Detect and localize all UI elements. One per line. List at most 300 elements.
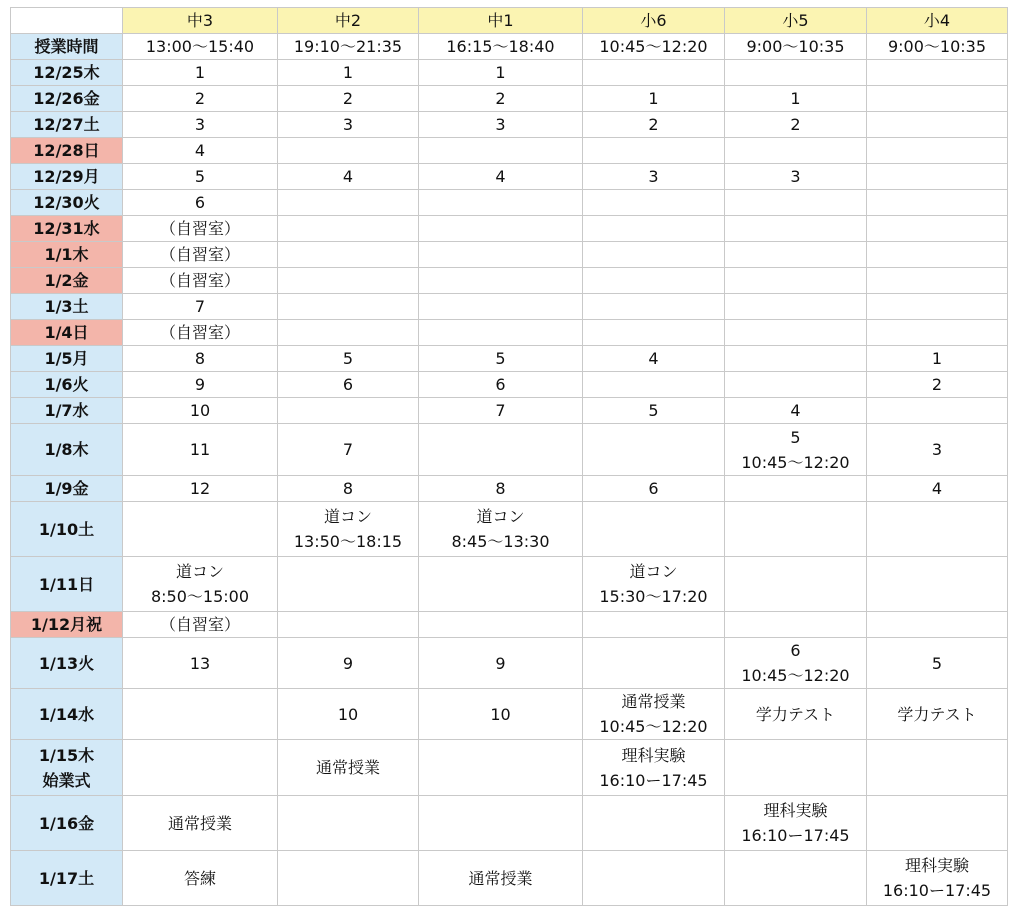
schedule-cell (725, 424, 867, 476)
schedule-cell (583, 398, 725, 424)
schedule-cell (867, 112, 1008, 138)
cell-text: 2 (194, 89, 206, 108)
schedule-row (11, 294, 1008, 320)
schedule-cell (278, 216, 419, 242)
date-label: 12/30火 (33, 193, 100, 212)
schedule-cell (725, 268, 867, 294)
date-label: 1/3土 (44, 297, 89, 316)
schedule-cell (123, 612, 278, 638)
cell-text: 3 (790, 167, 801, 186)
cell-text: 9 (194, 375, 206, 394)
cell-text: 答練 (183, 868, 216, 888)
date-label: 1/8木 (44, 440, 89, 459)
schedule-cell (583, 164, 725, 190)
cell-text: 1 (342, 63, 354, 82)
cell-text: 5 (495, 349, 506, 368)
date-label: 1/17土 (38, 868, 95, 888)
schedule-cell (278, 372, 419, 398)
schedule-cell (725, 294, 867, 320)
cell-text: 道コン (629, 562, 678, 581)
cell-text: 2 (342, 89, 354, 108)
schedule-cell (278, 138, 419, 164)
cell-text: 13 (189, 653, 211, 673)
schedule-cell (278, 268, 419, 294)
cell-text: （自習室） (159, 271, 240, 290)
cell-text: 1 (931, 349, 943, 368)
grade-header: 小4 (867, 8, 1008, 34)
cell-text: 4 (342, 167, 354, 186)
schedule-cell (278, 242, 419, 268)
schedule-cell (419, 372, 583, 398)
schedule-cell (419, 112, 583, 138)
cell-text: 12 (189, 479, 211, 498)
schedule-cell (583, 60, 725, 86)
schedule-row (11, 138, 1008, 164)
schedule-cell (583, 740, 725, 796)
schedule-row (11, 86, 1008, 112)
cell-text: 2 (648, 115, 659, 134)
cell-text: （自習室） (159, 245, 240, 264)
schedule-cell (725, 216, 867, 242)
schedule-cell (278, 398, 419, 424)
date-cell-holiday (11, 320, 123, 346)
schedule-cell (725, 346, 867, 372)
schedule-cell (867, 86, 1008, 112)
schedule-cell (123, 796, 278, 851)
schedule-row (11, 242, 1008, 268)
schedule-cell (583, 557, 725, 612)
schedule-cell (278, 294, 419, 320)
class-time-row (11, 34, 1008, 60)
schedule-cell (725, 372, 867, 398)
schedule-cell (583, 851, 725, 906)
schedule-cell (583, 638, 725, 689)
date-label: 12/29月 (33, 167, 100, 186)
cell-text: 理科実験 (621, 745, 686, 765)
schedule-cell (725, 638, 867, 689)
date-cell (11, 398, 123, 424)
cell-text: 5 (648, 401, 659, 420)
schedule-row (11, 164, 1008, 190)
schedule-row (11, 851, 1008, 906)
schedule-row (11, 689, 1008, 740)
cell-text: 通常授業 (167, 813, 232, 833)
schedule-cell (867, 138, 1008, 164)
schedule-cell (867, 796, 1008, 851)
class-time-cell: 16:15〜18:40 (419, 34, 583, 60)
cell-text: 15:30〜17:20 (599, 587, 708, 606)
schedule-cell (123, 112, 278, 138)
cell-text: （自習室） (159, 615, 240, 634)
cell-text: 学力テスト (897, 704, 977, 724)
schedule-cell (419, 346, 583, 372)
schedule-cell (123, 372, 278, 398)
date-label: 12/25木 (33, 63, 100, 82)
schedule-cell (419, 294, 583, 320)
class-time-cell: 9:00〜10:35 (725, 34, 867, 60)
cell-text: 通常授業 (468, 868, 533, 888)
schedule-cell (123, 242, 278, 268)
schedule-cell (123, 851, 278, 906)
schedule-cell (725, 502, 867, 557)
class-time-cell: 19:10〜21:35 (278, 34, 419, 60)
schedule-cell (278, 164, 419, 190)
schedule-row (11, 216, 1008, 242)
date-label: 1/13火 (38, 653, 95, 673)
cell-text: 3 (648, 167, 659, 186)
date-cell (11, 190, 123, 216)
cell-text: 10 (490, 704, 511, 724)
schedule-cell (419, 216, 583, 242)
schedule-cell (583, 502, 725, 557)
date-cell (11, 689, 123, 740)
schedule-cell (419, 398, 583, 424)
cell-text: 通常授業 (315, 758, 380, 777)
schedule-cell (419, 689, 583, 740)
winter-schedule-table (10, 7, 1008, 906)
cell-text: 理科実験 (763, 801, 828, 820)
schedule-row (11, 557, 1008, 612)
cell-text: 7 (495, 401, 506, 420)
schedule-cell (867, 502, 1008, 557)
cell-text: 8 (194, 349, 206, 368)
cell-text: 7 (194, 297, 206, 316)
cell-text: 1 (495, 63, 506, 82)
schedule-cell (725, 112, 867, 138)
date-cell-holiday (11, 268, 123, 294)
cell-text: 4 (931, 479, 943, 498)
date-label: 12/31水 (33, 219, 100, 238)
schedule-cell (278, 557, 419, 612)
schedule-cell (123, 320, 278, 346)
schedule-cell (725, 398, 867, 424)
schedule-cell (123, 60, 278, 86)
date-label: 12/28日 (33, 141, 100, 160)
schedule-cell (583, 86, 725, 112)
schedule-cell (725, 740, 867, 796)
grade-header: 小6 (583, 8, 725, 34)
schedule-cell (123, 502, 278, 557)
date-label: 1/9金 (44, 479, 89, 498)
schedule-cell (867, 320, 1008, 346)
schedule-cell (725, 86, 867, 112)
schedule-cell (725, 164, 867, 190)
schedule-cell (123, 268, 278, 294)
date-label: 1/12月祝 (30, 615, 103, 634)
cell-text: 5 (790, 427, 801, 447)
schedule-cell (123, 424, 278, 476)
date-label: 始業式 (42, 770, 91, 790)
schedule-cell (725, 476, 867, 502)
schedule-cell (419, 740, 583, 796)
cell-text: 4 (495, 167, 506, 186)
date-cell (11, 740, 123, 796)
schedule-cell (123, 476, 278, 502)
cell-text: 16:10ー17:45 (882, 881, 992, 900)
schedule-cell (419, 164, 583, 190)
schedule-cell (123, 638, 278, 689)
corner-cell (11, 8, 123, 34)
cell-text: 4 (648, 349, 659, 368)
schedule-cell (278, 320, 419, 346)
schedule-cell (278, 60, 419, 86)
schedule-cell (867, 740, 1008, 796)
schedule-cell (419, 502, 583, 557)
schedule-row (11, 796, 1008, 851)
cell-text: 5 (931, 653, 943, 673)
schedule-cell (123, 740, 278, 796)
schedule-row (11, 372, 1008, 398)
table-body (11, 8, 1008, 906)
date-cell (11, 164, 123, 190)
cell-text: 6 (342, 375, 354, 394)
date-cell (11, 638, 123, 689)
schedule-cell (725, 557, 867, 612)
schedule-cell (583, 112, 725, 138)
schedule-cell (867, 398, 1008, 424)
schedule-cell (583, 216, 725, 242)
schedule-cell (867, 190, 1008, 216)
cell-text: 8:45〜13:30 (451, 532, 550, 551)
cell-text: 3 (495, 115, 506, 134)
date-cell (11, 372, 123, 398)
schedule-cell (419, 86, 583, 112)
cell-text: 11 (189, 440, 211, 459)
date-cell (11, 294, 123, 320)
cell-text: 10 (337, 704, 359, 724)
date-cell (11, 796, 123, 851)
schedule-cell (583, 796, 725, 851)
date-cell (11, 86, 123, 112)
cell-text: 3 (194, 115, 206, 134)
grade-header: 中3 (123, 8, 278, 34)
schedule-cell (583, 138, 725, 164)
class-time-cell: 13:00〜15:40 (123, 34, 278, 60)
cell-text: 3 (931, 440, 943, 459)
schedule-cell (867, 216, 1008, 242)
schedule-cell (583, 476, 725, 502)
cell-text: 6 (495, 375, 506, 394)
schedule-cell (123, 346, 278, 372)
schedule-cell (123, 557, 278, 612)
schedule-cell (725, 851, 867, 906)
cell-text: 6 (194, 193, 206, 212)
date-label: 12/27土 (33, 115, 100, 134)
date-label: 1/6火 (44, 375, 89, 394)
cell-text: 13:50〜18:15 (293, 532, 403, 551)
schedule-row (11, 424, 1008, 476)
cell-text: 8 (495, 479, 506, 498)
date-cell (11, 112, 123, 138)
schedule-cell (725, 612, 867, 638)
schedule-cell (583, 372, 725, 398)
schedule-cell (419, 242, 583, 268)
cell-text: 5 (194, 167, 206, 186)
schedule-row (11, 190, 1008, 216)
schedule-cell (867, 612, 1008, 638)
schedule-cell (725, 689, 867, 740)
schedule-cell (278, 740, 419, 796)
schedule-row (11, 502, 1008, 557)
cell-text: 7 (342, 440, 354, 459)
date-cell-holiday (11, 138, 123, 164)
schedule-cell (123, 398, 278, 424)
cell-text: 2 (931, 375, 943, 394)
schedule-cell (583, 294, 725, 320)
schedule-cell (278, 424, 419, 476)
schedule-cell (419, 638, 583, 689)
schedule-cell (867, 346, 1008, 372)
cell-text: （自習室） (159, 323, 240, 342)
schedule-row (11, 612, 1008, 638)
schedule-cell (583, 424, 725, 476)
schedule-cell (123, 190, 278, 216)
cell-text: （自習室） (159, 219, 240, 238)
schedule-cell (123, 689, 278, 740)
date-cell (11, 502, 123, 557)
date-label: 1/2金 (44, 271, 89, 290)
schedule-cell (278, 112, 419, 138)
date-label: 1/10土 (38, 519, 95, 539)
date-cell (11, 557, 123, 612)
schedule-cell (278, 638, 419, 689)
schedule-cell (583, 242, 725, 268)
cell-text: 4 (194, 141, 206, 160)
schedule-cell (725, 320, 867, 346)
date-label: 1/11日 (38, 574, 95, 594)
cell-text: 6 (648, 479, 659, 498)
schedule-cell (278, 612, 419, 638)
schedule-row (11, 60, 1008, 86)
schedule-cell (419, 320, 583, 346)
schedule-cell (419, 557, 583, 612)
cell-text: 6 (790, 641, 801, 660)
schedule-cell (867, 294, 1008, 320)
schedule-cell (725, 60, 867, 86)
schedule-cell (867, 689, 1008, 740)
schedule-cell (583, 268, 725, 294)
class-time-cell: 10:45〜12:20 (583, 34, 725, 60)
schedule-cell (583, 346, 725, 372)
grade-header: 小5 (725, 8, 867, 34)
schedule-cell (583, 320, 725, 346)
schedule-cell (278, 502, 419, 557)
cell-text: 5 (342, 349, 354, 368)
schedule-cell (419, 268, 583, 294)
schedule-cell (278, 476, 419, 502)
cell-text: 10:45〜12:20 (741, 666, 850, 685)
date-label: 1/7水 (44, 401, 89, 420)
schedule-cell (278, 689, 419, 740)
date-label: 1/1木 (44, 245, 89, 264)
schedule-cell (867, 164, 1008, 190)
schedule-row (11, 398, 1008, 424)
schedule-cell (725, 796, 867, 851)
schedule-cell (278, 851, 419, 906)
schedule-row (11, 740, 1008, 796)
cell-text: 道コン (175, 562, 224, 581)
cell-text: 2 (495, 89, 506, 108)
schedule-cell (725, 190, 867, 216)
cell-text: 1 (790, 89, 801, 108)
cell-text: 9 (495, 653, 506, 673)
date-label: 1/5月 (44, 349, 89, 368)
cell-text: 10:45〜12:20 (741, 452, 850, 472)
cell-text: 1 (648, 89, 659, 108)
date-label: 1/14水 (38, 704, 95, 724)
date-cell-holiday (11, 216, 123, 242)
grade-header: 中2 (278, 8, 419, 34)
schedule-row (11, 476, 1008, 502)
schedule-cell (278, 796, 419, 851)
schedule-cell (123, 294, 278, 320)
schedule-cell (867, 242, 1008, 268)
schedule-cell (123, 164, 278, 190)
cell-text: 4 (790, 401, 801, 420)
date-label: 1/4日 (44, 323, 89, 342)
class-time-label: 授業時間 (11, 34, 123, 60)
schedule-row (11, 320, 1008, 346)
schedule-cell (419, 190, 583, 216)
schedule-cell (419, 612, 583, 638)
schedule-cell (419, 424, 583, 476)
date-cell (11, 476, 123, 502)
schedule-cell (867, 60, 1008, 86)
schedule-cell (123, 216, 278, 242)
schedule-cell (867, 557, 1008, 612)
cell-text: 8 (342, 479, 354, 498)
schedule-row (11, 112, 1008, 138)
date-label: 12/26金 (33, 89, 100, 108)
cell-text: 3 (342, 115, 354, 134)
cell-text: 10 (189, 401, 211, 420)
header-row (11, 8, 1008, 34)
cell-text: 学力テスト (755, 704, 836, 724)
schedule-cell (867, 851, 1008, 906)
schedule-cell (725, 138, 867, 164)
schedule-cell (419, 851, 583, 906)
cell-text: 2 (790, 115, 801, 134)
schedule-cell (725, 242, 867, 268)
schedule-cell (583, 612, 725, 638)
cell-text: 9 (342, 653, 354, 673)
schedule-row (11, 268, 1008, 294)
schedule-cell (278, 190, 419, 216)
schedule-cell (123, 138, 278, 164)
schedule-cell (867, 372, 1008, 398)
cell-text: 通常授業 (621, 692, 686, 711)
schedule-cell (278, 86, 419, 112)
cell-text: 16:10ー17:45 (741, 826, 850, 845)
schedule-cell (419, 796, 583, 851)
class-time-cell: 9:00〜10:35 (867, 34, 1008, 60)
schedule-cell (419, 138, 583, 164)
schedule-cell (867, 638, 1008, 689)
schedule-cell (583, 689, 725, 740)
schedule-cell (867, 424, 1008, 476)
cell-text: 10:45〜12:20 (599, 717, 708, 736)
schedule-cell (867, 476, 1008, 502)
schedule-cell (419, 476, 583, 502)
date-cell-holiday (11, 242, 123, 268)
cell-text: 1 (194, 63, 206, 82)
cell-text: 16:10ー17:45 (599, 770, 708, 790)
date-label: 1/16金 (38, 813, 95, 833)
cell-text: 理科実験 (904, 856, 969, 875)
cell-text: 8:50〜15:00 (150, 587, 250, 606)
schedule-cell (867, 268, 1008, 294)
cell-text: 道コン (476, 507, 525, 526)
